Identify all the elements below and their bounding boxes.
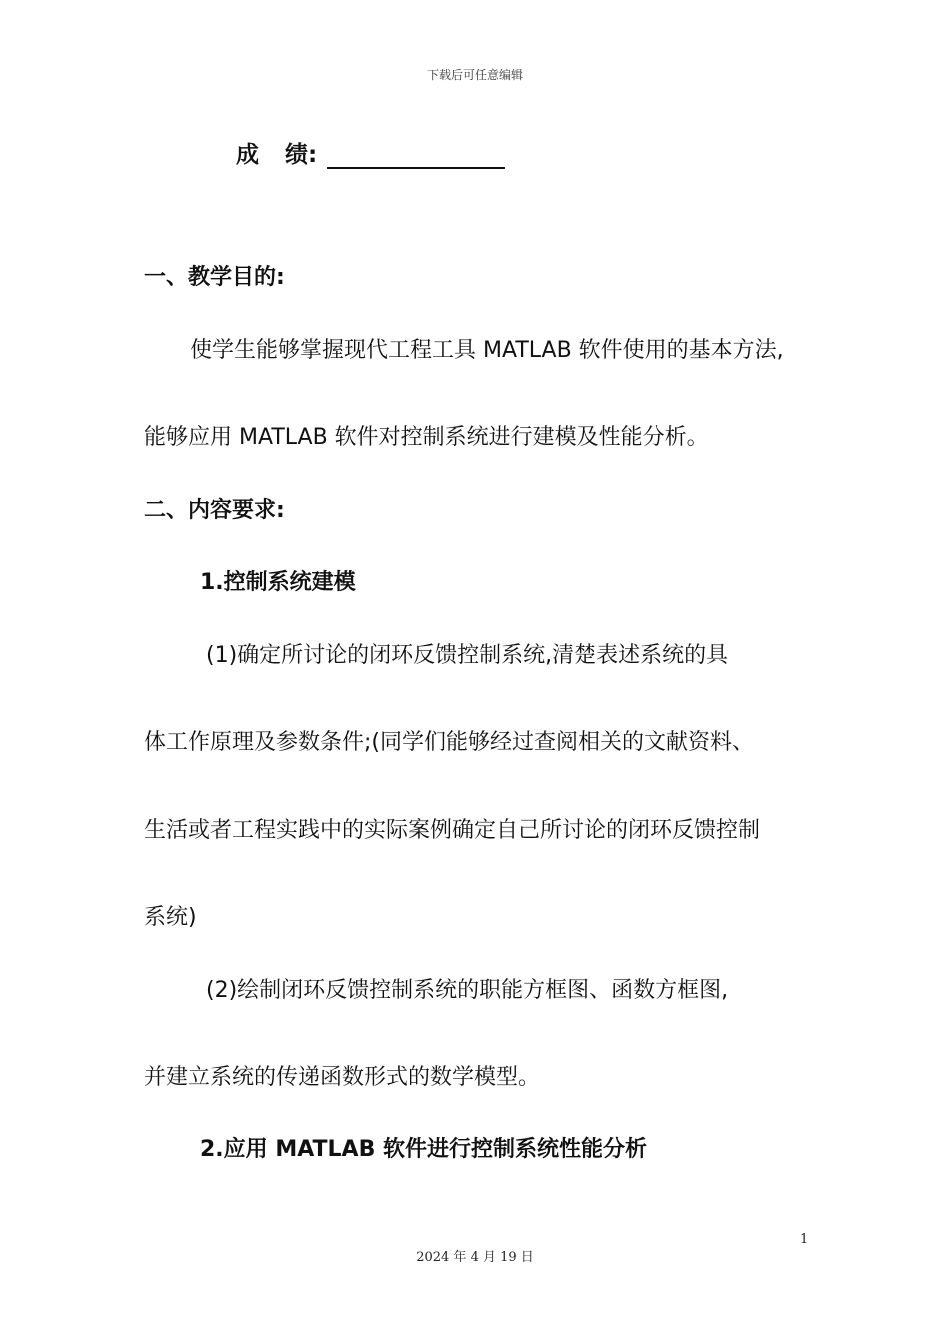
- grade-blank-line: [327, 141, 505, 169]
- item1-line-1: (1)确定所讨论的闭环反馈控制系统,清楚表述系统的具: [206, 643, 729, 668]
- item1-line-3: 生活或者工程实践中的实际案例确定自己所讨论的闭环反馈控制: [144, 818, 761, 843]
- section2-title: 二、内容要求:: [144, 498, 285, 523]
- section1-title: 一、教学目的:: [144, 265, 285, 290]
- grade-field: [236, 136, 505, 169]
- header-note: 下载后可任意编辑: [426, 68, 523, 82]
- grade-label-second: 绩:: [285, 142, 318, 168]
- section1-line-2: 能够应用 MATLAB 软件对控制系统进行建模及性能分析。: [144, 425, 709, 450]
- footer-date: 2024 年 4 月 19 日: [416, 1250, 534, 1265]
- section1-line-1: 使学生能够掌握现代工程工具 MATLAB 软件使用的基本方法,: [190, 338, 784, 363]
- subsection1-title: 1.控制系统建模: [200, 570, 356, 595]
- item2-line-1: (2)绘制闭环反馈控制系统的职能方框图、函数方框图,: [206, 978, 729, 1003]
- item1-line-2: 体工作原理及参数条件;(同学们能够经过查阅相关的文献资料、: [144, 730, 754, 755]
- grade-label-first: 成: [236, 142, 259, 168]
- page-number: 1: [800, 1232, 809, 1247]
- subsection2-title: 2.应用 MATLAB 软件进行控制系统性能分析: [200, 1137, 648, 1162]
- item1-line-4: 系统): [144, 905, 197, 930]
- item2-line-2: 并建立系统的传递函数形式的数学模型。: [144, 1065, 541, 1090]
